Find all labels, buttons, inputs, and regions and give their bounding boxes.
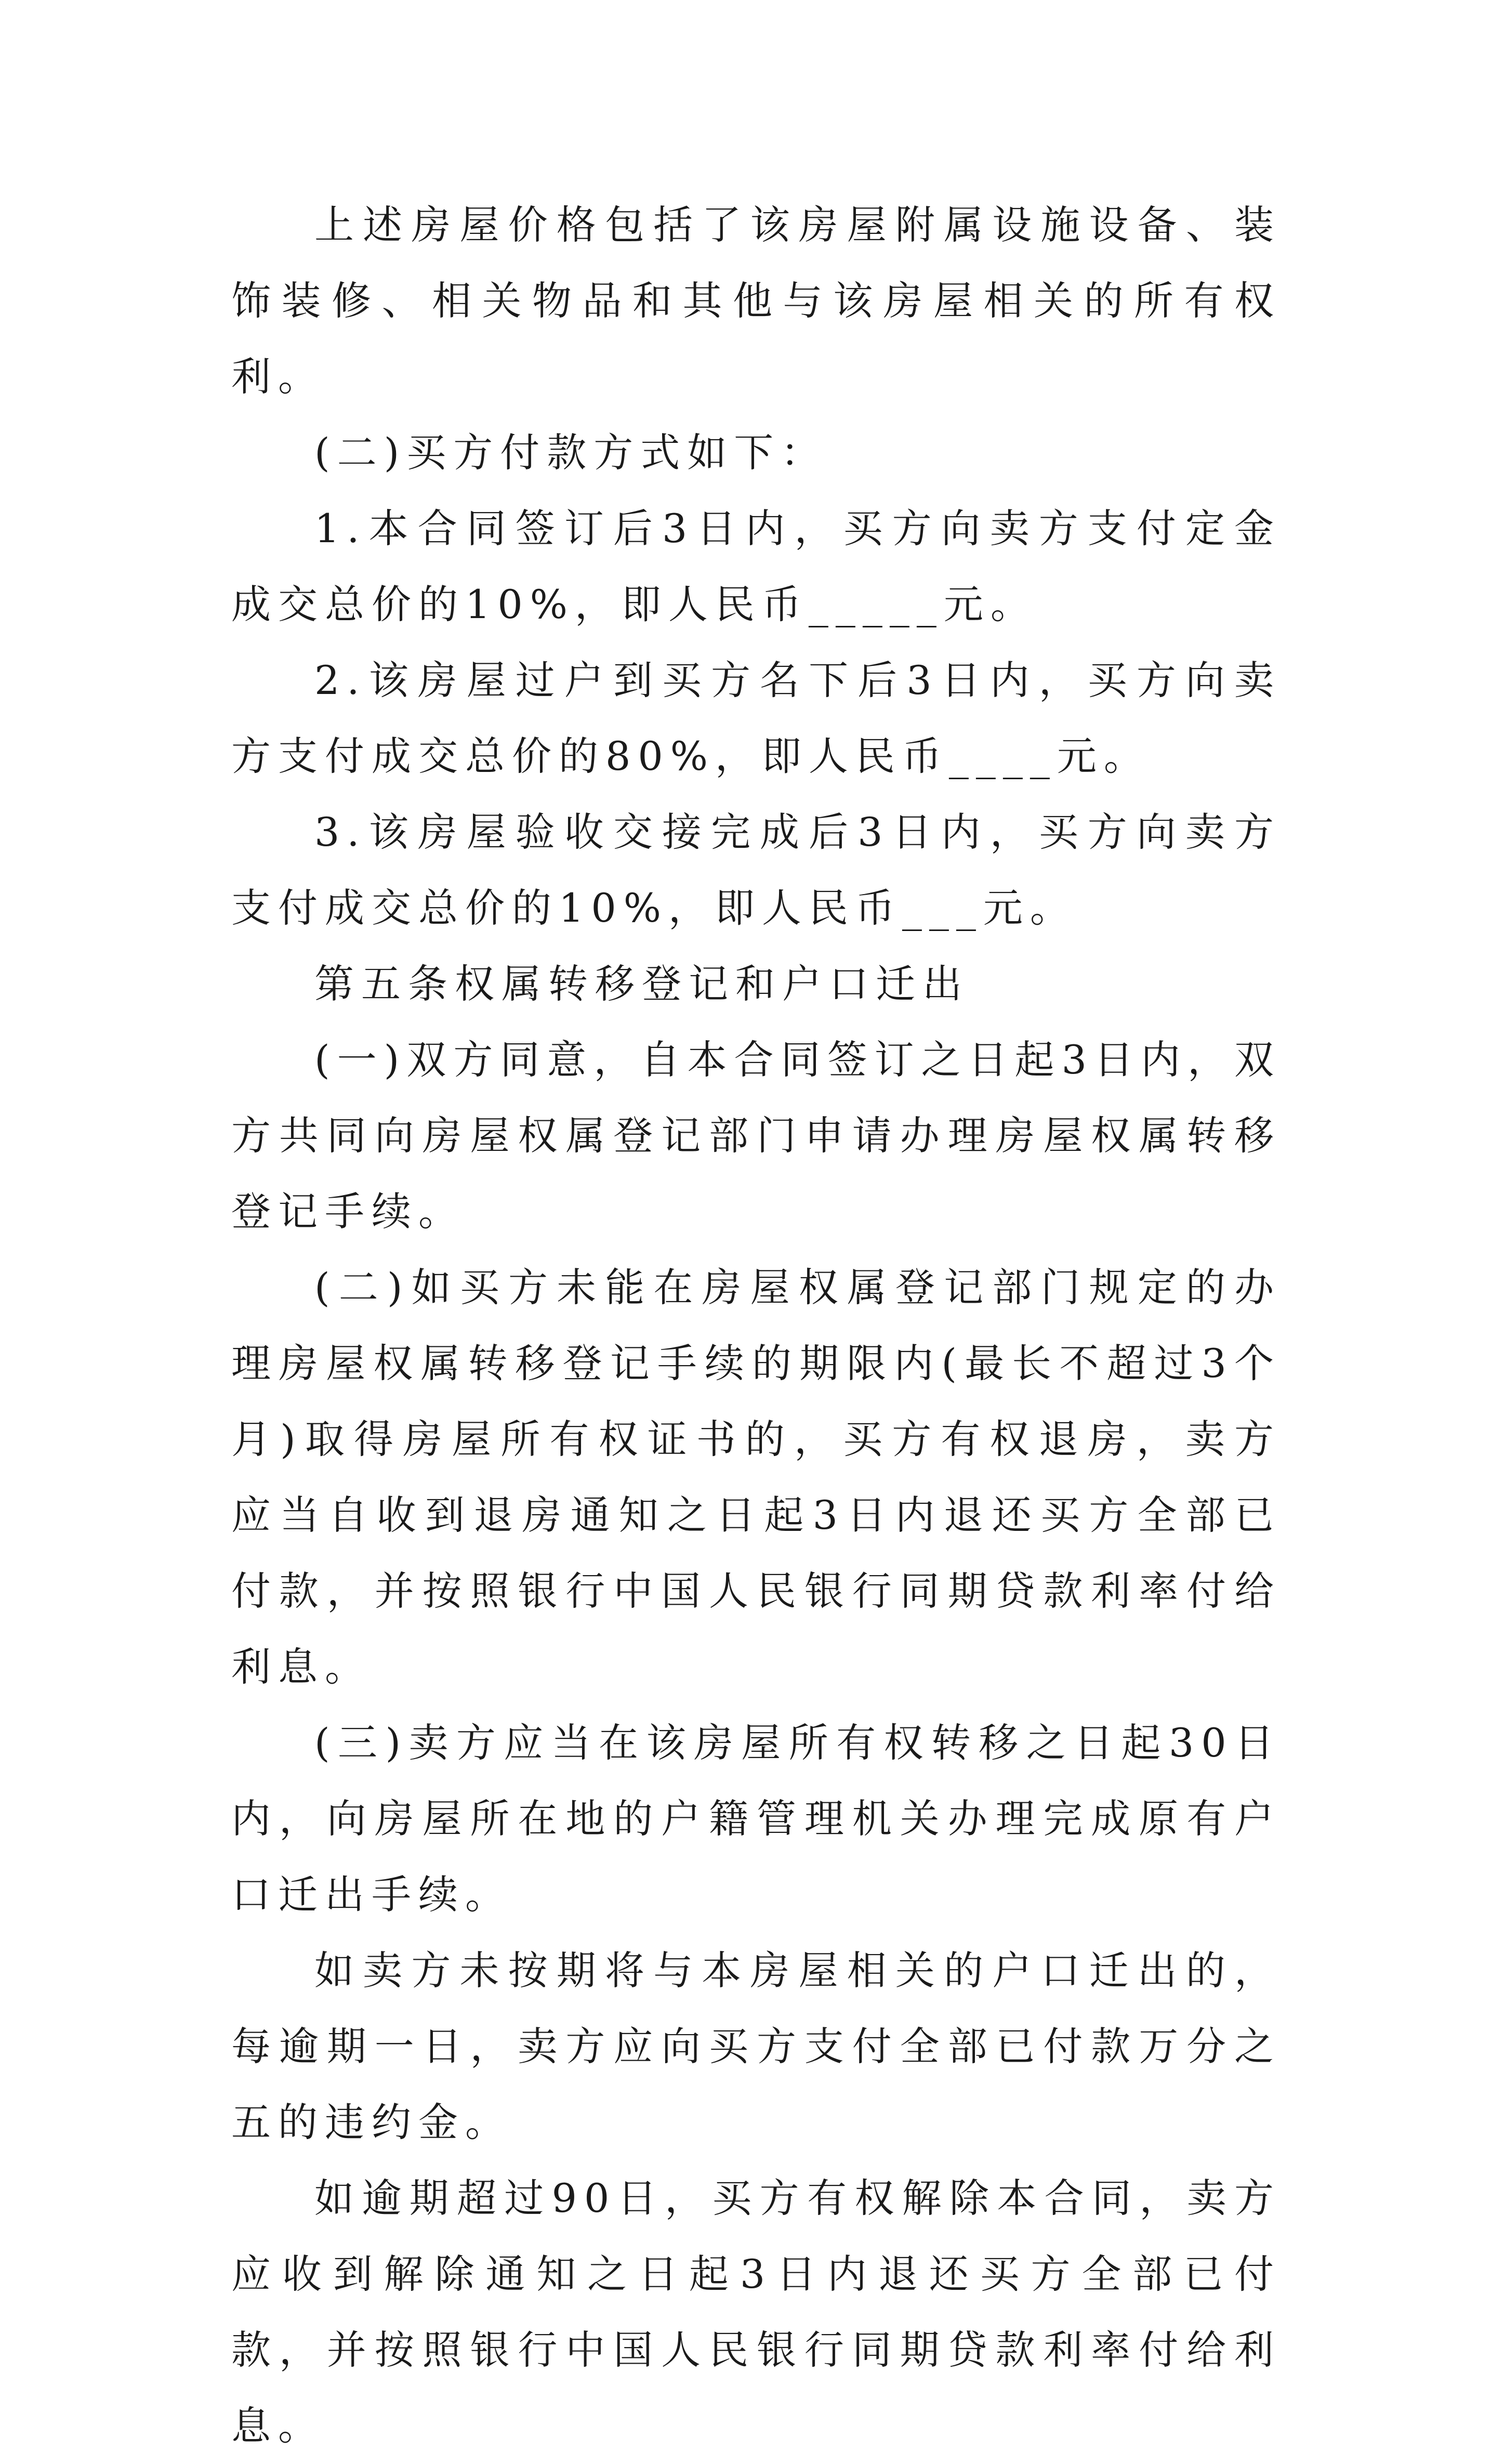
paragraph-price-scope: 上述房屋价格包括了该房屋附属设施设备、装饰装修、相关物品和其他与该房屋相关的所有权利。 xyxy=(231,202,1281,400)
paragraph-household-registration: (三)卖方应当在该房屋所有权转移之日起30日内，向房屋所在地的户籍管理机关办理完成原有户口迁出手续。 xyxy=(231,1720,1281,1918)
section-heading-article-five: 第五条权属转移登记和户口迁出 xyxy=(314,961,969,1007)
paragraph-buyer-refund-right: (二)如买方未能在房屋权属登记部门规定的办理房屋权属转移登记手续的期限内(最长不超过3个月)取得房屋所有权证书的，买方有权退房，卖方应当自收到退房通知之日起3日内退还买方全部已付款，并按照银行中国人民银行同期贷款利率付给利息。 xyxy=(231,1264,1281,1690)
paragraph-payment-method-heading: (二)买方付款方式如下： xyxy=(314,429,828,476)
paragraph-termination-right: 如逾期超过90日，买方有权解除本合同，卖方应收到解除通知之日起3日内退还买方全部已付款，并按照银行中国人民银行同期贷款利率付给利息。 xyxy=(231,2175,1281,2449)
document-body xyxy=(231,187,1281,2464)
paragraph-payment-deposit: 1.本合同签订后3日内，买方向卖方支付定金成交总价的10%，即人民币_____元。 xyxy=(231,505,1281,627)
paragraph-joint-registration: (一)双方同意，自本合同签订之日起3日内，双方共同向房屋权属登记部门申请办理房屋权属转移登记手续。 xyxy=(231,1037,1281,1235)
paragraph-payment-acceptance: 3.该房屋验收交接完成后3日内，买方向卖方支付成交总价的10%，即人民币___元。 xyxy=(231,809,1281,931)
paragraph-late-penalty: 如卖方未按期将与本房屋相关的户口迁出的，每逾期一日，卖方应向买方支付全部已付款万分之五的违约金。 xyxy=(231,1947,1281,2145)
paragraph-payment-transfer: 2.该房屋过户到买方名下后3日内，买方向卖方支付成交总价的80%，即人民币____元。 xyxy=(231,657,1281,779)
